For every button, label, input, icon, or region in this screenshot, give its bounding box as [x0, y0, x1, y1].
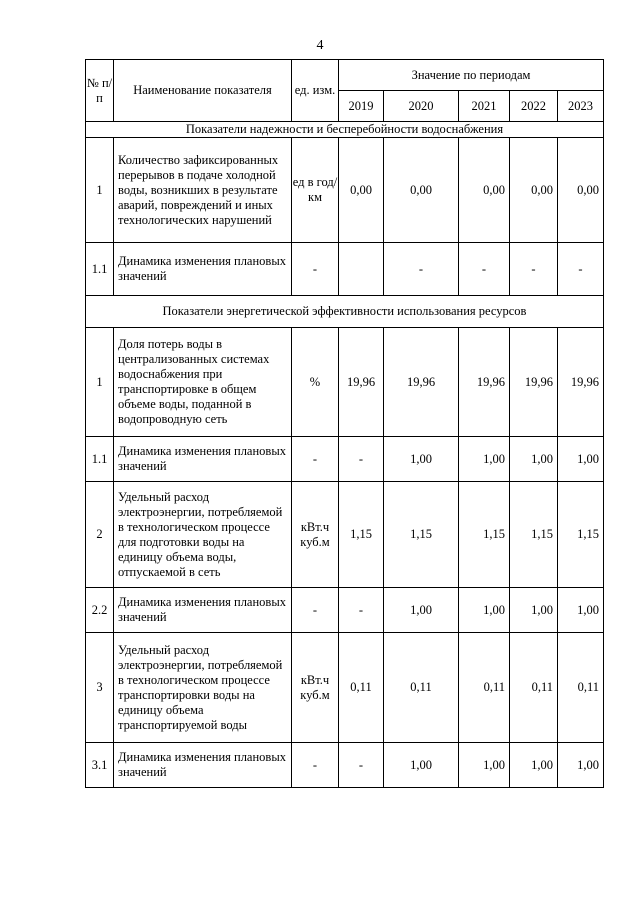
header-year: 2022	[510, 91, 558, 122]
row-name: Удельный расход электроэнергии, потребляемой в технологическом процессе транспортировки воды на единицу объема транспортируемой воды	[114, 633, 292, 743]
header-num: № п/п	[86, 60, 114, 122]
row-value: 0,11	[339, 633, 384, 743]
row-name: Количество зафиксированных перерывов в подаче холодной воды, возникших в результате аварий, повреждений и иных технологических нарушений	[114, 138, 292, 243]
row-value: 0,00	[510, 138, 558, 243]
row-value: 1,15	[384, 482, 459, 588]
row-name: Динамика изменения плановых значений	[114, 588, 292, 633]
row-name: Динамика изменения плановых значений	[114, 437, 292, 482]
row-unit: кВт.ч куб.м	[292, 482, 339, 588]
row-name: Удельный расход электроэнергии, потребляемой в технологическом процессе для подготовки воды на единицу объема воды, отпускаемой в сеть	[114, 482, 292, 588]
row-num: 1	[86, 138, 114, 243]
row-num: 3.1	[86, 743, 114, 788]
row-unit: кВт.ч куб.м	[292, 633, 339, 743]
header-periods: Значение по периодам	[339, 60, 604, 91]
section-title: Показатели надежности и бесперебойности водоснабжения	[86, 122, 604, 138]
row-num: 3	[86, 633, 114, 743]
row-value: 19,96	[339, 328, 384, 437]
row-unit: -	[292, 743, 339, 788]
row-value: 0,00	[384, 138, 459, 243]
row-value: 0,11	[510, 633, 558, 743]
row-value: -	[339, 588, 384, 633]
row-value: 1,00	[510, 437, 558, 482]
row-value: 1,15	[558, 482, 604, 588]
row-value: 1,15	[510, 482, 558, 588]
row-value: 0,11	[459, 633, 510, 743]
header-year: 2019	[339, 91, 384, 122]
row-num: 2	[86, 482, 114, 588]
row-value: 0,11	[558, 633, 604, 743]
header-year: 2023	[558, 91, 604, 122]
header-unit: ед. изм.	[292, 60, 339, 122]
row-value: 19,96	[558, 328, 604, 437]
row-unit: ед в год/км	[292, 138, 339, 243]
row-value: 0,11	[384, 633, 459, 743]
row-value: 1,00	[558, 743, 604, 788]
row-value: 1,00	[384, 588, 459, 633]
row-value: 1,00	[510, 743, 558, 788]
row-value: 0,00	[459, 138, 510, 243]
header-year: 2021	[459, 91, 510, 122]
row-value: 1,00	[459, 588, 510, 633]
row-unit: -	[292, 243, 339, 296]
row-unit: -	[292, 437, 339, 482]
row-value: 19,96	[384, 328, 459, 437]
row-value: 0,00	[558, 138, 604, 243]
row-value: -	[339, 437, 384, 482]
row-value: 1,00	[510, 588, 558, 633]
row-name: Динамика изменения плановых значений	[114, 743, 292, 788]
row-value: 1,00	[558, 437, 604, 482]
row-value: -	[384, 243, 459, 296]
row-value	[339, 243, 384, 296]
indicators-table	[85, 59, 604, 788]
row-unit: %	[292, 328, 339, 437]
row-value: 19,96	[510, 328, 558, 437]
row-value: 1,15	[459, 482, 510, 588]
row-num: 2.2	[86, 588, 114, 633]
header-name: Наименование показателя	[114, 60, 292, 122]
page-number: 4	[316, 38, 324, 53]
row-num: 1	[86, 328, 114, 437]
row-value: -	[339, 743, 384, 788]
row-num: 1.1	[86, 243, 114, 296]
row-value: 1,00	[384, 743, 459, 788]
row-value: 1,00	[459, 437, 510, 482]
row-value: 1,00	[384, 437, 459, 482]
header-year: 2020	[384, 91, 459, 122]
section-title: Показатели энергетической эффективности использования ресурсов	[86, 296, 604, 328]
row-value: 1,00	[558, 588, 604, 633]
row-value: -	[510, 243, 558, 296]
row-value: 0,00	[339, 138, 384, 243]
row-value: -	[459, 243, 510, 296]
row-name: Динамика изменения плановых значений	[114, 243, 292, 296]
row-name: Доля потерь воды в централизованных системах водоснабжения при транспортировке в общем объеме воды, поданной в водопроводную сеть	[114, 328, 292, 437]
row-value: -	[558, 243, 604, 296]
row-value: 1,15	[339, 482, 384, 588]
row-value: 19,96	[459, 328, 510, 437]
row-value: 1,00	[459, 743, 510, 788]
row-unit: -	[292, 588, 339, 633]
row-num: 1.1	[86, 437, 114, 482]
